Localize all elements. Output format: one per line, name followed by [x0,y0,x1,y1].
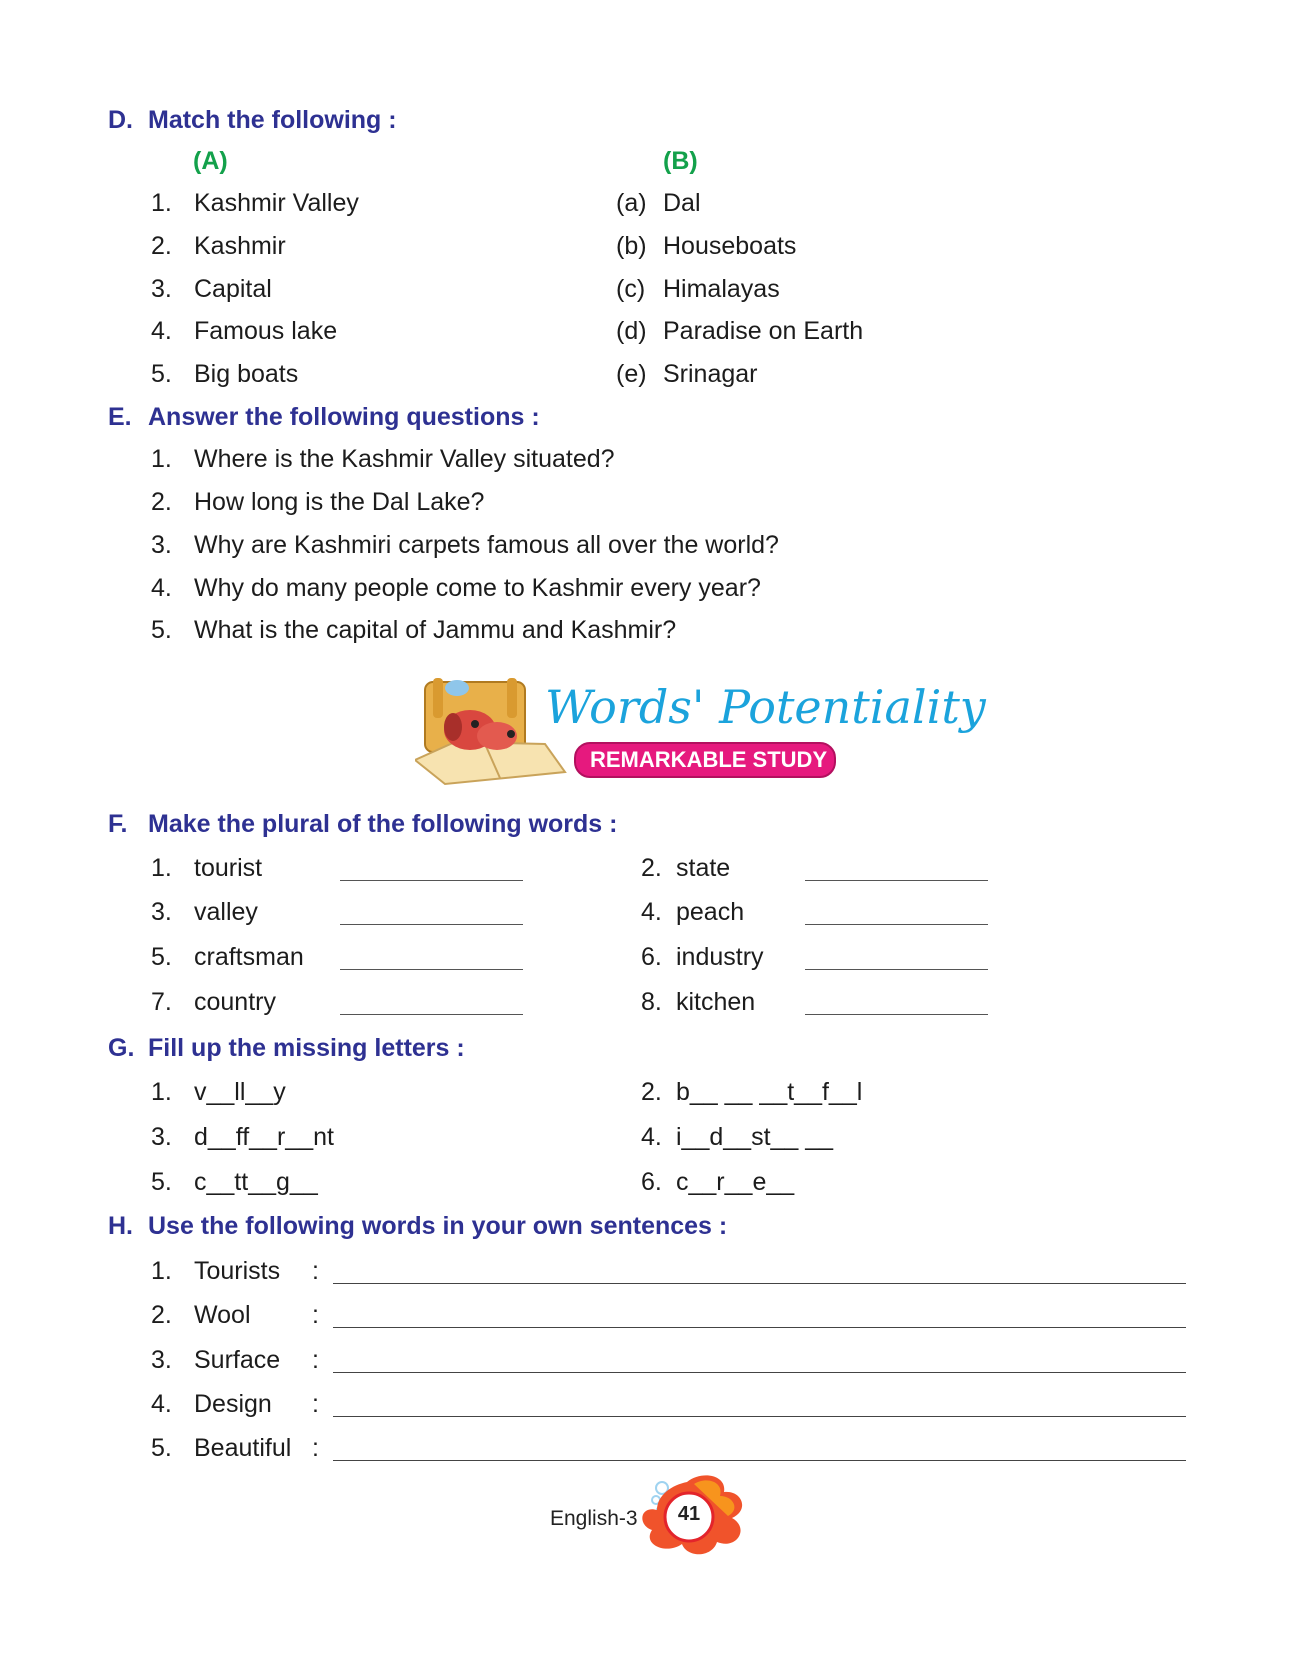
plural-word: 2. state [641,854,731,882]
sentence-word: 3. Surface [151,1346,281,1374]
section-g-letter: G. [108,1034,135,1062]
missing-letter-word: 5. c__tt__g__ [151,1168,318,1196]
colon: : [312,1301,319,1329]
missing-letter-word: 4. i__d__st__ __ [641,1123,834,1151]
question-item: 3. Why are Kashmiri carpets famous all over the world? [151,531,779,559]
plural-word: 5. craftsman [151,943,304,971]
plural-word: 4. peach [641,898,745,926]
missing-letter-word: 6. c__r__e__ [641,1168,795,1196]
answer-blank[interactable] [805,924,988,925]
section-h-letter: H. [108,1212,133,1240]
question-item: 4. Why do many people come to Kashmir every year? [151,574,761,602]
colon: : [312,1390,319,1418]
sentence-word: 2. Wool [151,1301,251,1329]
plural-word: 3. valley [151,898,258,926]
match-left-item: 2. Kashmir [151,232,286,260]
section-f-letter: F. [108,810,128,838]
page-number-badge [632,1470,752,1560]
match-left-item: 3. Capital [151,275,272,303]
section-h-title: Use the following words in your own sentences : [148,1212,728,1240]
page-number: 41 [677,1503,701,1525]
colon: : [312,1434,319,1462]
colon: : [312,1346,319,1374]
match-right-item: (c) Himalayas [616,275,780,303]
missing-letter-word: 1. v__ll__y [151,1078,286,1106]
answer-blank[interactable] [805,1014,988,1015]
sentence-line[interactable] [333,1283,1186,1284]
question-item: 2. How long is the Dal Lake? [151,488,485,516]
section-h-heading [108,1212,727,1241]
section-g-title: Fill up the missing letters : [148,1034,465,1062]
sentence-line[interactable] [333,1416,1186,1417]
answer-blank[interactable] [340,969,523,970]
footer-book-label: English-3 [550,1507,638,1530]
answer-blank[interactable] [340,924,523,925]
sentence-line[interactable] [333,1460,1186,1461]
plural-word: 7. country [151,988,276,1016]
sentence-word: 4. Design [151,1390,272,1418]
column-b-label: (B) [663,147,698,175]
section-g-heading [108,1034,465,1063]
section-f-title: Make the plural of the following words : [148,810,618,838]
plural-word: 8. kitchen [641,988,756,1016]
question-item: 1. Where is the Kashmir Valley situated? [151,445,615,473]
section-d-title: Match the following : [148,106,397,134]
section-e-heading [108,403,540,432]
question-item: 5. What is the capital of Jammu and Kashmir? [151,616,677,644]
sentence-word: 1. Tourists [151,1257,281,1285]
sentence-line[interactable] [333,1372,1186,1373]
section-d-letter: D. [108,106,133,134]
match-right-item: (b) Houseboats [616,232,797,260]
answer-blank[interactable] [340,1014,523,1015]
match-right-item: (e) Srinagar [616,360,758,388]
sentence-word: 5. Beautiful [151,1434,292,1462]
match-right-item: (a) Dal [616,189,701,217]
banner-subtitle: REMARKABLE STUDY [574,742,836,778]
section-e-title: Answer the following questions : [148,403,540,431]
plural-word: 1. tourist [151,854,263,882]
answer-blank[interactable] [805,880,988,881]
sentence-line[interactable] [333,1327,1186,1328]
missing-letter-word: 2. b__ __ __t__f__l [641,1078,863,1106]
section-d-heading [108,106,397,135]
answer-blank[interactable] [340,880,523,881]
colon: : [312,1257,319,1285]
match-left-item: 4. Famous lake [151,317,338,345]
match-left-item: 5. Big boats [151,360,299,388]
banner-title: Words' Potentiality [545,680,986,734]
match-right-item: (d) Paradise on Earth [616,317,864,345]
section-e-letter: E. [108,403,132,431]
plural-word: 6. industry [641,943,764,971]
match-left-item: 1. Kashmir Valley [151,189,359,217]
answer-blank[interactable] [805,969,988,970]
section-f-heading [108,810,617,839]
missing-letter-word: 3. d__ff__r__nt [151,1123,334,1151]
column-a-label: (A) [193,147,228,175]
